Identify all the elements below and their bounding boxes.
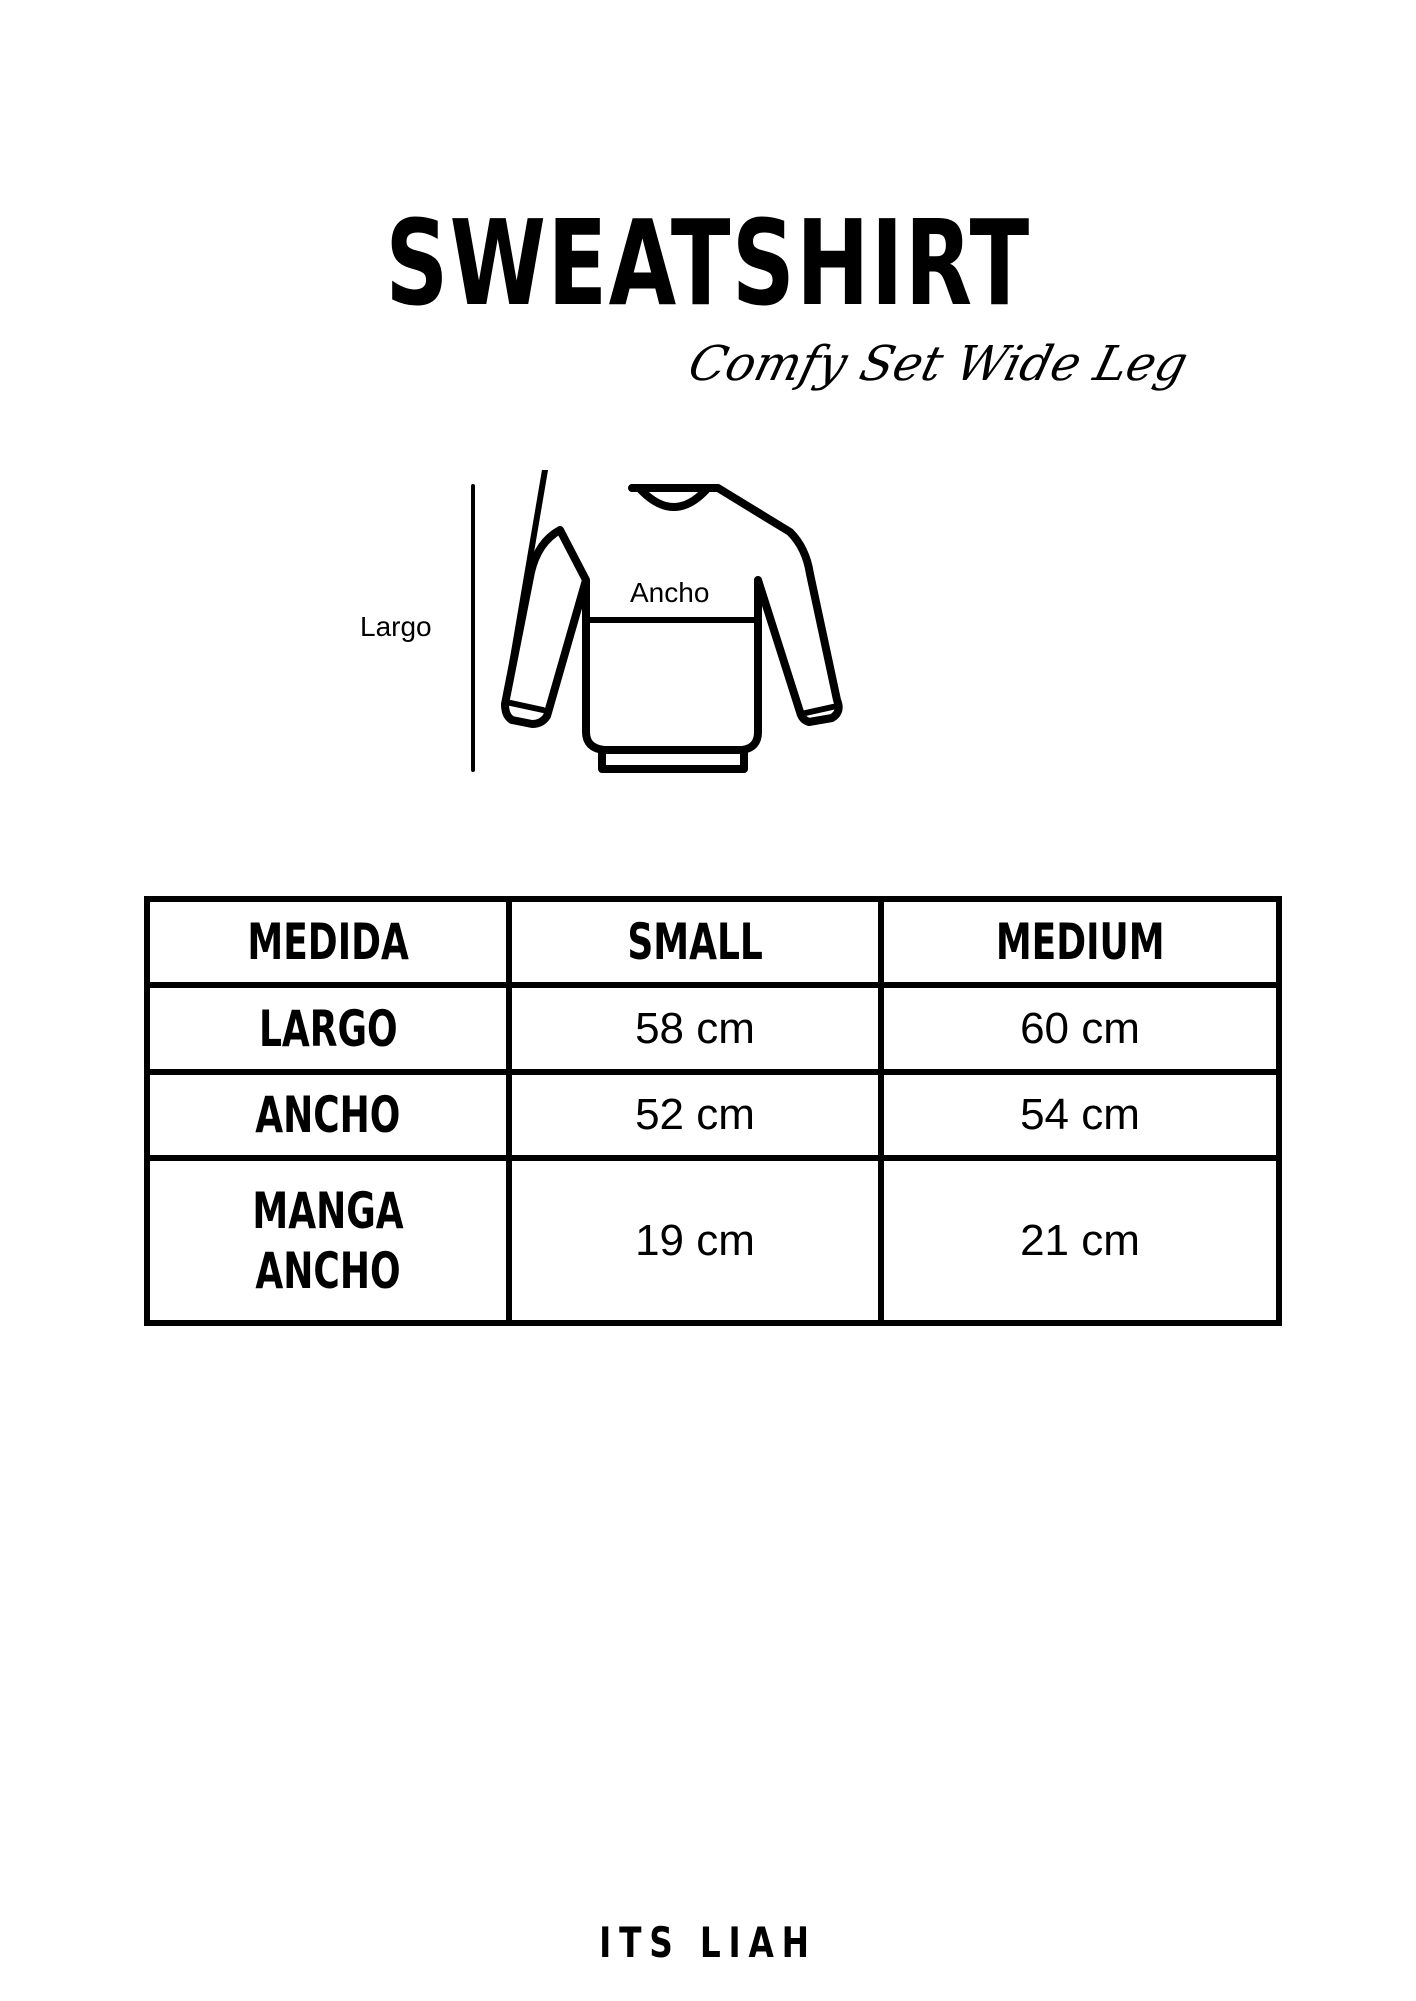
small-value: 19 cm (635, 1215, 755, 1265)
value-cell (881, 985, 1279, 1071)
header-small: SMALL (627, 913, 763, 972)
value-cell (881, 1158, 1279, 1323)
table-row (147, 1158, 1279, 1323)
table-header-row (147, 899, 1279, 985)
brand-footer: ITS LIAH (599, 1918, 817, 1967)
page-title: SWEATSHIRT (385, 194, 1031, 332)
largo-label: Largo (360, 611, 432, 642)
small-value: 58 cm (635, 1003, 755, 1053)
medium-value: 21 cm (1020, 1215, 1140, 1265)
product-subtitle: Comfy Set Wide Leg (683, 336, 1194, 392)
measure-cell (147, 985, 509, 1071)
small-value: 52 cm (635, 1089, 755, 1139)
value-cell (509, 1158, 881, 1323)
cuff-left (505, 470, 545, 705)
header-medium: MEDIUM (995, 913, 1165, 972)
medium-value: 60 cm (1020, 1003, 1140, 1053)
header-measure: MEDIDA (247, 913, 409, 972)
value-cell (881, 1072, 1279, 1158)
header-cell (509, 899, 881, 985)
measure-label: LARGO (258, 999, 398, 1058)
medium-value: 54 cm (1020, 1089, 1140, 1139)
value-cell (509, 985, 881, 1071)
measure-label: ANCHO (255, 1085, 401, 1144)
measurement-diagram (340, 470, 860, 780)
size-chart-table (144, 896, 1282, 1326)
ancho-label: Ancho (630, 577, 710, 608)
measure-label: MANGA ANCHO (252, 1181, 404, 1300)
table-row (147, 985, 1279, 1071)
measure-cell (147, 1072, 509, 1158)
value-cell (509, 1072, 881, 1158)
header-cell (881, 899, 1279, 985)
measure-cell (147, 1158, 509, 1323)
header-cell (147, 899, 509, 985)
table-row (147, 1072, 1279, 1158)
